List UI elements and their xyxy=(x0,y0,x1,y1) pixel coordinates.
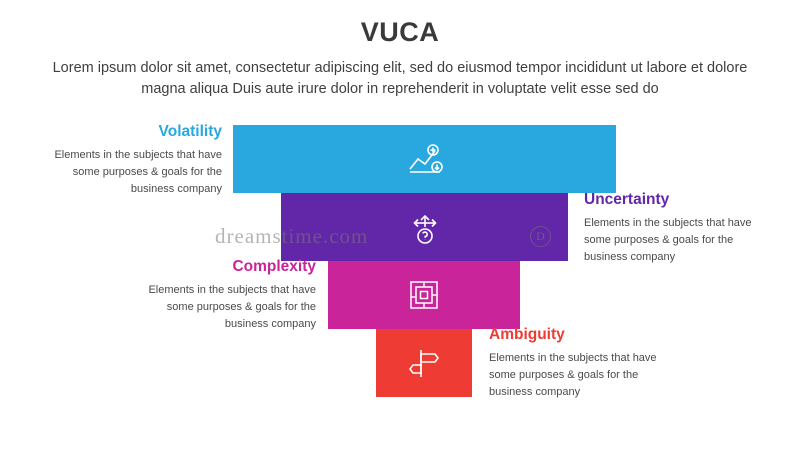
page-title: VUCA xyxy=(360,17,440,47)
watermark-logo-icon: D xyxy=(530,226,551,247)
funnel-bar-complexity[interactable] xyxy=(328,261,520,329)
signpost-icon xyxy=(404,343,444,383)
stage-label-volatility: Volatility xyxy=(158,123,222,140)
stage-description-volatility: Elements in the subjects that have some purposes & goals for the business company xyxy=(54,148,222,195)
funnel-bar-volatility[interactable] xyxy=(233,125,616,193)
page-subtitle: Lorem ipsum dolor sit amet, consectetur adipiscing elit, sed do eiusmod tempor incididunt ut labore et dolore magna aliqua Duis aute irure dolor in reprehenderit in voluptate velit esse sed do xyxy=(52,59,748,98)
stage-block-complexity xyxy=(134,258,316,333)
stage-description-ambiguity: Elements in the subjects that have some purposes & goals for the business company xyxy=(489,351,657,398)
stage-label-uncertainty: Uncertainty xyxy=(584,191,670,208)
maze-icon xyxy=(404,275,444,315)
stage-block-volatility xyxy=(40,123,222,198)
watermark-text: dreamstime.com xyxy=(215,224,369,248)
stage-description-complexity: Elements in the subjects that have some purposes & goals for the business company xyxy=(148,283,316,330)
stage-label-complexity: Complexity xyxy=(232,258,316,275)
header xyxy=(0,0,800,101)
stage-label-ambiguity: Ambiguity xyxy=(489,326,565,343)
stage-description-uncertainty: Elements in the subjects that have some purposes & goals for the business company xyxy=(584,216,752,263)
funnel-bar-uncertainty[interactable] xyxy=(281,193,568,261)
funnel-diagram xyxy=(0,118,800,418)
question-arrows-icon xyxy=(405,207,445,247)
stage-block-ambiguity xyxy=(489,326,671,401)
stage-block-uncertainty xyxy=(584,191,766,266)
funnel-bar-ambiguity[interactable] xyxy=(376,329,472,397)
chart-trend-icon xyxy=(405,139,445,179)
